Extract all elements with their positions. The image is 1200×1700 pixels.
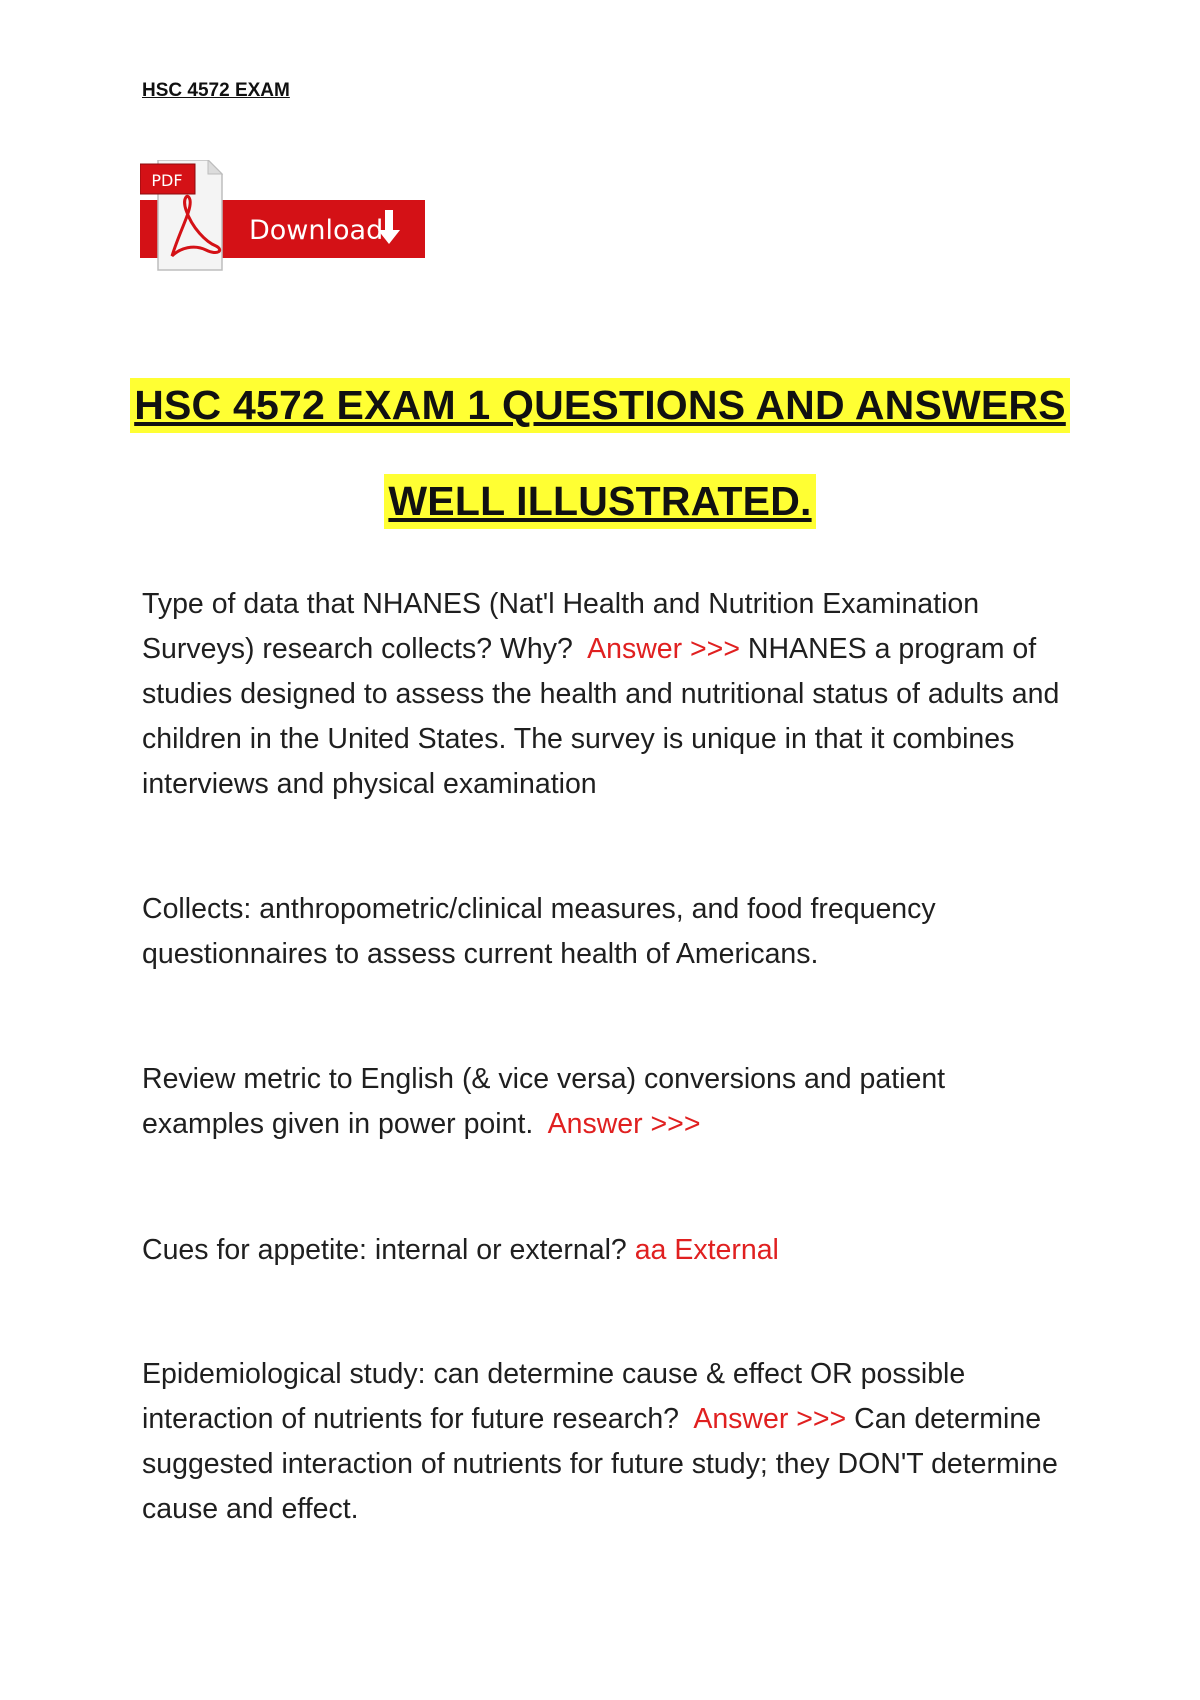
paragraph-text: Collects: anthropometric/clinical measures, and food frequency questionnaires to assess current health of Americans. (142, 893, 936, 970)
page-title-line-1: HSC 4572 EXAM 1 QUESTIONS AND ANSWERS (130, 378, 1070, 433)
download-label: Download (249, 215, 384, 246)
answer-marker: Answer >>> (587, 633, 740, 665)
qa-entry (142, 1352, 1062, 1532)
document-header: HSC 4572 EXAM (142, 80, 290, 101)
qa-entry (142, 582, 1062, 807)
answer-text: NHANES a program of studies designed to assess the health and nutritional status of adults and children in the United States. The survey is unique in that it combines interviews and physical examination (142, 633, 1060, 800)
question-text: Type of data that NHANES (Nat'l Health and Nutrition Examination Surveys) research collects? Why? (142, 588, 980, 665)
title-row-2 (0, 474, 1200, 529)
qa-entry (142, 1057, 1062, 1147)
answer-marker: Answer >>> (693, 1403, 847, 1435)
page-title-line-2: WELL ILLUSTRATED. (384, 474, 815, 529)
answer-marker: Answer >>> (547, 1108, 701, 1140)
pdf-download-button[interactable] (140, 160, 425, 272)
qa-entry (142, 887, 1062, 977)
question-text: Review metric to English (& vice versa) conversions and patient examples given in power point. (142, 1063, 946, 1140)
pdf-tag-label: PDF (151, 171, 183, 190)
answer-text: Can determine suggested interaction of nutrients for future study; they DON'T determine cause and effect. (142, 1403, 1058, 1525)
answer-marker: aa External (634, 1234, 779, 1266)
qa-entry (142, 1228, 1062, 1273)
pdf-download-graphic (140, 160, 425, 272)
question-text: Cues for appetite: internal or external? (142, 1234, 627, 1266)
question-text: Epidemiological study: can determine cause & effect OR possible interaction of nutrients for future research? (142, 1358, 966, 1435)
title-row-1 (0, 378, 1200, 433)
